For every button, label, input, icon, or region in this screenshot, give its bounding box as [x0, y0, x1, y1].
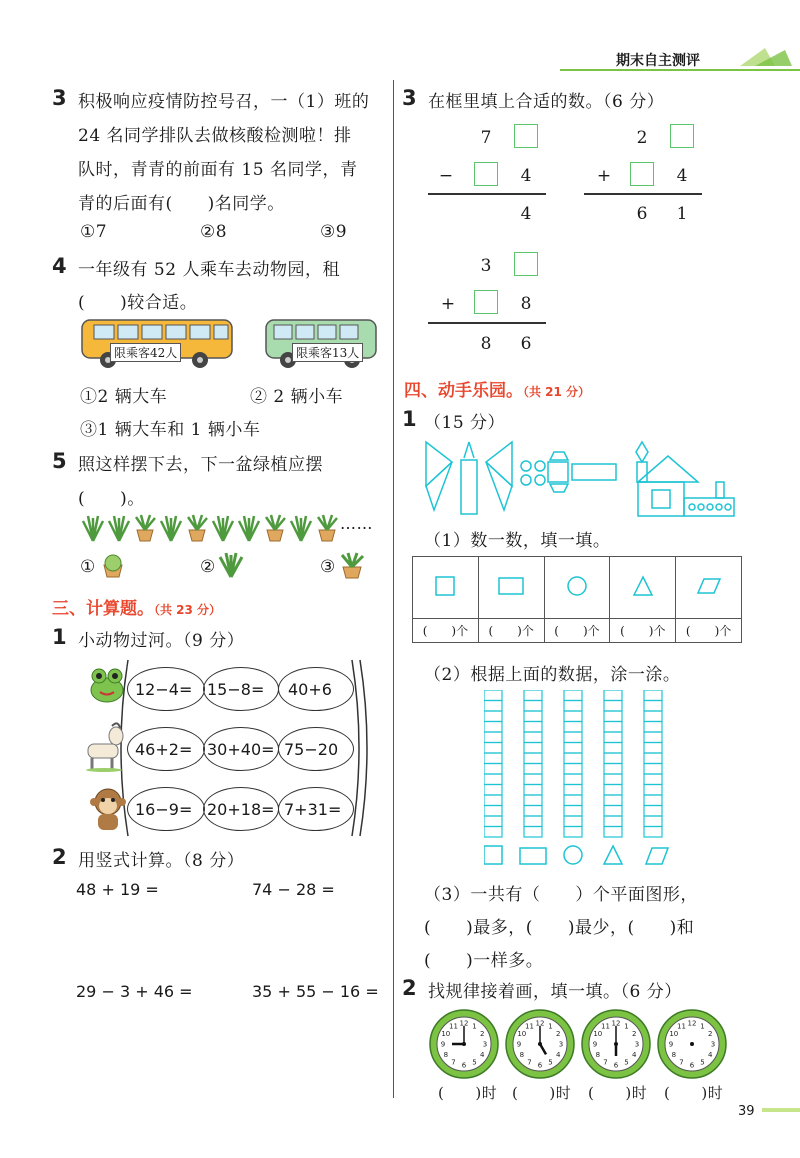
option-2[interactable]: ②	[200, 557, 216, 577]
expression: 46+2=	[135, 740, 193, 759]
sub-question: （1）数一数，填一填。	[424, 531, 611, 551]
svg-text:6: 6	[461, 1061, 467, 1070]
svg-text:1: 1	[472, 1022, 477, 1031]
small-bus-label: 限乘客13人	[292, 343, 363, 362]
grid-cell	[604, 785, 622, 796]
question-number: 3	[402, 86, 417, 110]
grid-cell	[644, 732, 662, 743]
section-title: 四、动手乐园。（共 21 分）	[404, 381, 591, 401]
grid-cell	[524, 774, 542, 785]
svg-text:4: 4	[555, 1051, 561, 1059]
grid-cell	[644, 764, 662, 775]
operator: +	[440, 294, 456, 314]
grid-cell	[604, 732, 622, 743]
rectangle-icon	[520, 848, 546, 864]
question-text: 找规律接着画，填一填。（6 分）	[428, 982, 682, 1002]
count-blank[interactable]: ( )个	[478, 619, 544, 643]
grid-cell	[644, 690, 662, 701]
clock-blank[interactable]: ( )时	[664, 1084, 724, 1102]
expression: 12−4=	[135, 680, 193, 699]
expression: 75−20	[284, 740, 339, 759]
answer-box[interactable]	[474, 290, 498, 314]
page-number-bar	[762, 1108, 800, 1112]
operator: −	[438, 166, 454, 186]
grid-cell	[484, 753, 502, 764]
clock-icon	[582, 1010, 650, 1078]
count-blank[interactable]: ( )个	[544, 619, 610, 643]
svg-text:2: 2	[555, 1030, 561, 1038]
expression: 16−9=	[135, 800, 193, 819]
answer-box[interactable]	[670, 124, 694, 148]
plant-option-1-icon	[100, 551, 126, 584]
grid-cell	[484, 732, 502, 743]
grid-cell	[564, 774, 582, 785]
expression: 15−8=	[207, 680, 265, 699]
digit: 6	[636, 204, 648, 224]
grid-cell	[604, 711, 622, 722]
svg-text:11: 11	[525, 1022, 534, 1031]
svg-text:9: 9	[592, 1040, 598, 1049]
digit: 7	[480, 128, 492, 148]
expression: 7+31=	[284, 800, 342, 819]
sub-question: ( )最多，( )最少，( )和	[424, 918, 695, 938]
grid-cell	[644, 827, 662, 838]
svg-text:11: 11	[677, 1022, 686, 1031]
sum-line	[584, 193, 702, 195]
svg-text:1: 1	[548, 1022, 553, 1031]
option-3[interactable]: ③9	[320, 222, 348, 242]
plant-pattern-row	[80, 513, 345, 548]
option-2[interactable]: ② 2 辆小车	[250, 387, 344, 407]
question-points: （15 分）	[424, 413, 506, 433]
question-number: 2	[52, 845, 67, 869]
question-text: 一年级有 52 人乘车去动物园，租	[78, 260, 340, 280]
expression: 30+40=	[207, 740, 275, 759]
option-3[interactable]: ③	[320, 557, 336, 577]
expression: 40+6	[288, 680, 332, 699]
grid-cell	[484, 690, 502, 701]
expression: 20+18=	[207, 800, 275, 819]
count-blank[interactable]: ( )个	[676, 619, 742, 643]
grid-cell	[524, 743, 542, 754]
answer-box[interactable]	[474, 162, 498, 186]
grid-cell	[484, 764, 502, 775]
digit: 1	[676, 204, 688, 224]
svg-text:12: 12	[687, 1019, 697, 1028]
grid-cell	[604, 753, 622, 764]
grid-cell	[604, 722, 622, 733]
plant-option-2-icon	[218, 551, 244, 584]
digit: 4	[676, 166, 688, 186]
grid-cell	[524, 795, 542, 806]
grass-plant-icon	[291, 516, 311, 541]
grid-cell	[484, 795, 502, 806]
answer-box[interactable]	[514, 252, 538, 276]
grid-cell	[524, 827, 542, 838]
grass-plant-icon	[161, 516, 181, 541]
grid-cell	[564, 753, 582, 764]
question-number: 1	[52, 625, 67, 649]
grid-cell	[564, 722, 582, 733]
circle-icon	[544, 557, 610, 619]
svg-text:6: 6	[689, 1061, 695, 1070]
sub-question: （2）根据上面的数据，涂一涂。	[424, 665, 681, 685]
option-1[interactable]: ①2 辆大车	[80, 387, 168, 407]
option-2[interactable]: ②8	[200, 222, 228, 242]
grid-cell	[564, 690, 582, 701]
expression: 35 + 55 − 16 =	[252, 982, 379, 1001]
triangle-icon	[604, 846, 622, 864]
grid-cell	[604, 827, 622, 838]
monkey-icon	[88, 786, 128, 837]
svg-text:3: 3	[710, 1040, 716, 1049]
svg-text:3: 3	[634, 1040, 640, 1049]
svg-text:8: 8	[595, 1051, 601, 1059]
grid-cell	[524, 701, 542, 712]
parallelogram-icon	[676, 557, 742, 619]
grid-cell	[604, 690, 622, 701]
grass-plant-icon	[83, 516, 103, 541]
grid-cell	[524, 816, 542, 827]
rectangle-icon	[478, 557, 544, 619]
grid-cell	[524, 806, 542, 817]
header-title: 期末自主测评	[616, 53, 700, 69]
question-text: 24 名同学排队去做核酸检测啦！排	[78, 126, 352, 146]
digit: 2	[636, 128, 648, 148]
svg-text:7: 7	[603, 1058, 608, 1067]
svg-text:10: 10	[669, 1030, 679, 1038]
operator: +	[596, 166, 612, 186]
svg-text:5: 5	[624, 1058, 629, 1067]
clock-icon	[430, 1010, 498, 1078]
clock-blank[interactable]: ( )时	[588, 1084, 648, 1102]
grid-cell	[524, 722, 542, 733]
grid-cell	[524, 732, 542, 743]
clock-icon	[658, 1010, 726, 1078]
frog-icon	[88, 664, 126, 709]
question-text: ( )较合适。	[78, 293, 198, 313]
svg-text:7: 7	[679, 1058, 684, 1067]
grid-cell	[484, 743, 502, 754]
clock-row	[428, 1008, 738, 1087]
grid-cell	[564, 701, 582, 712]
grid-cell	[604, 701, 622, 712]
digit: 8	[520, 294, 532, 314]
coloring-grid[interactable]	[484, 690, 684, 875]
grid-cell	[484, 785, 502, 796]
svg-text:5: 5	[548, 1058, 553, 1067]
svg-text:5: 5	[472, 1058, 477, 1067]
potted-plant-icon	[266, 515, 285, 541]
svg-text:3: 3	[558, 1040, 564, 1049]
page-number: 39	[738, 1104, 755, 1119]
grass-plant-icon	[213, 516, 233, 541]
shape-count-table	[412, 556, 742, 643]
option-1[interactable]: ①7	[80, 222, 108, 242]
clock-blank[interactable]: ( )时	[438, 1084, 498, 1102]
grid-cell	[484, 806, 502, 817]
svg-text:5: 5	[700, 1058, 705, 1067]
grid-cell	[644, 722, 662, 733]
grid-cell	[524, 764, 542, 775]
goat-icon	[82, 720, 128, 777]
digit: 4	[520, 204, 532, 224]
triangle-icon	[610, 557, 676, 619]
svg-text:7: 7	[527, 1058, 532, 1067]
question-number: 5	[52, 449, 67, 473]
svg-text:3: 3	[482, 1040, 488, 1049]
svg-text:11: 11	[449, 1022, 458, 1031]
svg-text:2: 2	[707, 1030, 713, 1038]
svg-text:8: 8	[519, 1051, 525, 1059]
grid-cell	[564, 827, 582, 838]
answer-box[interactable]	[514, 124, 538, 148]
digit: 8	[480, 334, 492, 354]
svg-text:9: 9	[440, 1040, 446, 1049]
grid-cell	[644, 774, 662, 785]
grid-cell	[524, 785, 542, 796]
svg-text:6: 6	[537, 1061, 543, 1070]
svg-text:8: 8	[671, 1051, 677, 1059]
question-text: ( )。	[78, 489, 145, 509]
potted-plant-icon	[318, 515, 337, 541]
clock-icon	[506, 1010, 574, 1078]
grid-cell	[484, 774, 502, 785]
grid-cell	[564, 785, 582, 796]
grid-cell	[644, 785, 662, 796]
grid-cell	[604, 764, 622, 775]
circle-icon	[564, 846, 582, 864]
svg-text:11: 11	[601, 1022, 610, 1031]
expression: 29 − 3 + 46 =	[76, 982, 193, 1001]
svg-text:6: 6	[613, 1061, 619, 1070]
question-text: 照这样摆下去，下一盆绿植应摆	[78, 455, 323, 475]
ellipsis: ……	[340, 514, 373, 533]
grid-cell	[604, 795, 622, 806]
square-icon	[484, 846, 502, 864]
option-3[interactable]: ③1 辆大车和 1 辆小车	[80, 420, 261, 440]
sum-line	[428, 193, 546, 195]
question-text: 积极响应疫情防控号召，一（1）班的	[78, 92, 370, 112]
grid-cell	[564, 806, 582, 817]
count-blank[interactable]: ( )个	[610, 619, 676, 643]
svg-text:9: 9	[516, 1040, 522, 1049]
svg-text:8: 8	[443, 1051, 449, 1059]
digit: 3	[480, 256, 492, 276]
grid-cell	[484, 816, 502, 827]
question-number: 1	[402, 407, 417, 431]
sub-question: ( )一样多。	[424, 951, 544, 971]
svg-text:10: 10	[441, 1030, 451, 1038]
grid-cell	[564, 743, 582, 754]
grid-cell	[644, 743, 662, 754]
shape-pictures	[424, 438, 744, 523]
sum-line	[428, 322, 546, 324]
answer-box[interactable]	[630, 162, 654, 186]
grid-cell	[564, 816, 582, 827]
grid-cell	[604, 774, 622, 785]
grid-cell	[564, 732, 582, 743]
big-bus-label: 限乘客42人	[110, 343, 181, 362]
grid-cell	[644, 753, 662, 764]
grid-cell	[644, 711, 662, 722]
svg-text:1: 1	[700, 1022, 705, 1031]
grid-cell	[564, 764, 582, 775]
expression: 48 + 19 =	[76, 880, 159, 899]
grid-cell	[484, 701, 502, 712]
column-divider	[393, 80, 394, 1098]
question-text: 青的后面有( )名同学。	[78, 194, 285, 214]
svg-text:9: 9	[668, 1040, 674, 1049]
count-blank[interactable]: ( )个	[413, 619, 479, 643]
question-text: 用竖式计算。（8 分）	[78, 851, 245, 871]
grid-cell	[644, 795, 662, 806]
question-text: 小动物过河。（9 分）	[78, 631, 245, 651]
parallelogram-icon	[646, 848, 668, 864]
grid-cell	[524, 690, 542, 701]
grid-cell	[564, 795, 582, 806]
question-number: 2	[402, 976, 417, 1000]
grid-cell	[484, 711, 502, 722]
grid-cell	[644, 806, 662, 817]
option-1[interactable]: ①	[80, 557, 96, 577]
square-icon	[413, 557, 479, 619]
grass-plant-icon	[239, 516, 259, 541]
clock-blank[interactable]: ( )时	[512, 1084, 572, 1102]
svg-text:12: 12	[611, 1019, 621, 1028]
sub-question: （3）一共有（ ）个平面图形，	[424, 885, 698, 905]
section-title: 三、计算题。（共 23 分）	[52, 599, 222, 619]
question-number: 4	[52, 254, 67, 278]
expression: 74 − 28 =	[252, 880, 335, 899]
svg-text:4: 4	[631, 1051, 637, 1059]
potted-plant-icon	[136, 515, 155, 541]
svg-text:10: 10	[517, 1030, 527, 1038]
svg-text:10: 10	[593, 1030, 603, 1038]
digit: 6	[520, 334, 532, 354]
grid-cell	[524, 711, 542, 722]
question-number: 3	[52, 86, 67, 110]
grid-cell	[604, 816, 622, 827]
grid-cell	[644, 701, 662, 712]
grass-plant-icon	[109, 516, 129, 541]
question-text: 在框里填上合适的数。（6 分）	[428, 92, 665, 112]
svg-text:4: 4	[707, 1051, 713, 1059]
svg-text:4: 4	[479, 1051, 485, 1059]
potted-plant-icon	[188, 515, 207, 541]
digit: 4	[520, 166, 532, 186]
grid-cell	[524, 753, 542, 764]
grid-cell	[564, 711, 582, 722]
svg-text:2: 2	[479, 1030, 485, 1038]
grid-cell	[484, 722, 502, 733]
svg-text:1: 1	[624, 1022, 629, 1031]
grid-cell	[604, 806, 622, 817]
svg-text:12: 12	[535, 1019, 545, 1028]
svg-text:12: 12	[459, 1019, 469, 1028]
grid-cell	[484, 827, 502, 838]
grid-cell	[644, 816, 662, 827]
plant-option-3-icon	[338, 551, 366, 584]
grid-cell	[604, 743, 622, 754]
svg-text:7: 7	[451, 1058, 456, 1067]
svg-text:2: 2	[631, 1030, 637, 1038]
question-text: 队时，青青的前面有 15 名同学，青	[78, 160, 358, 180]
